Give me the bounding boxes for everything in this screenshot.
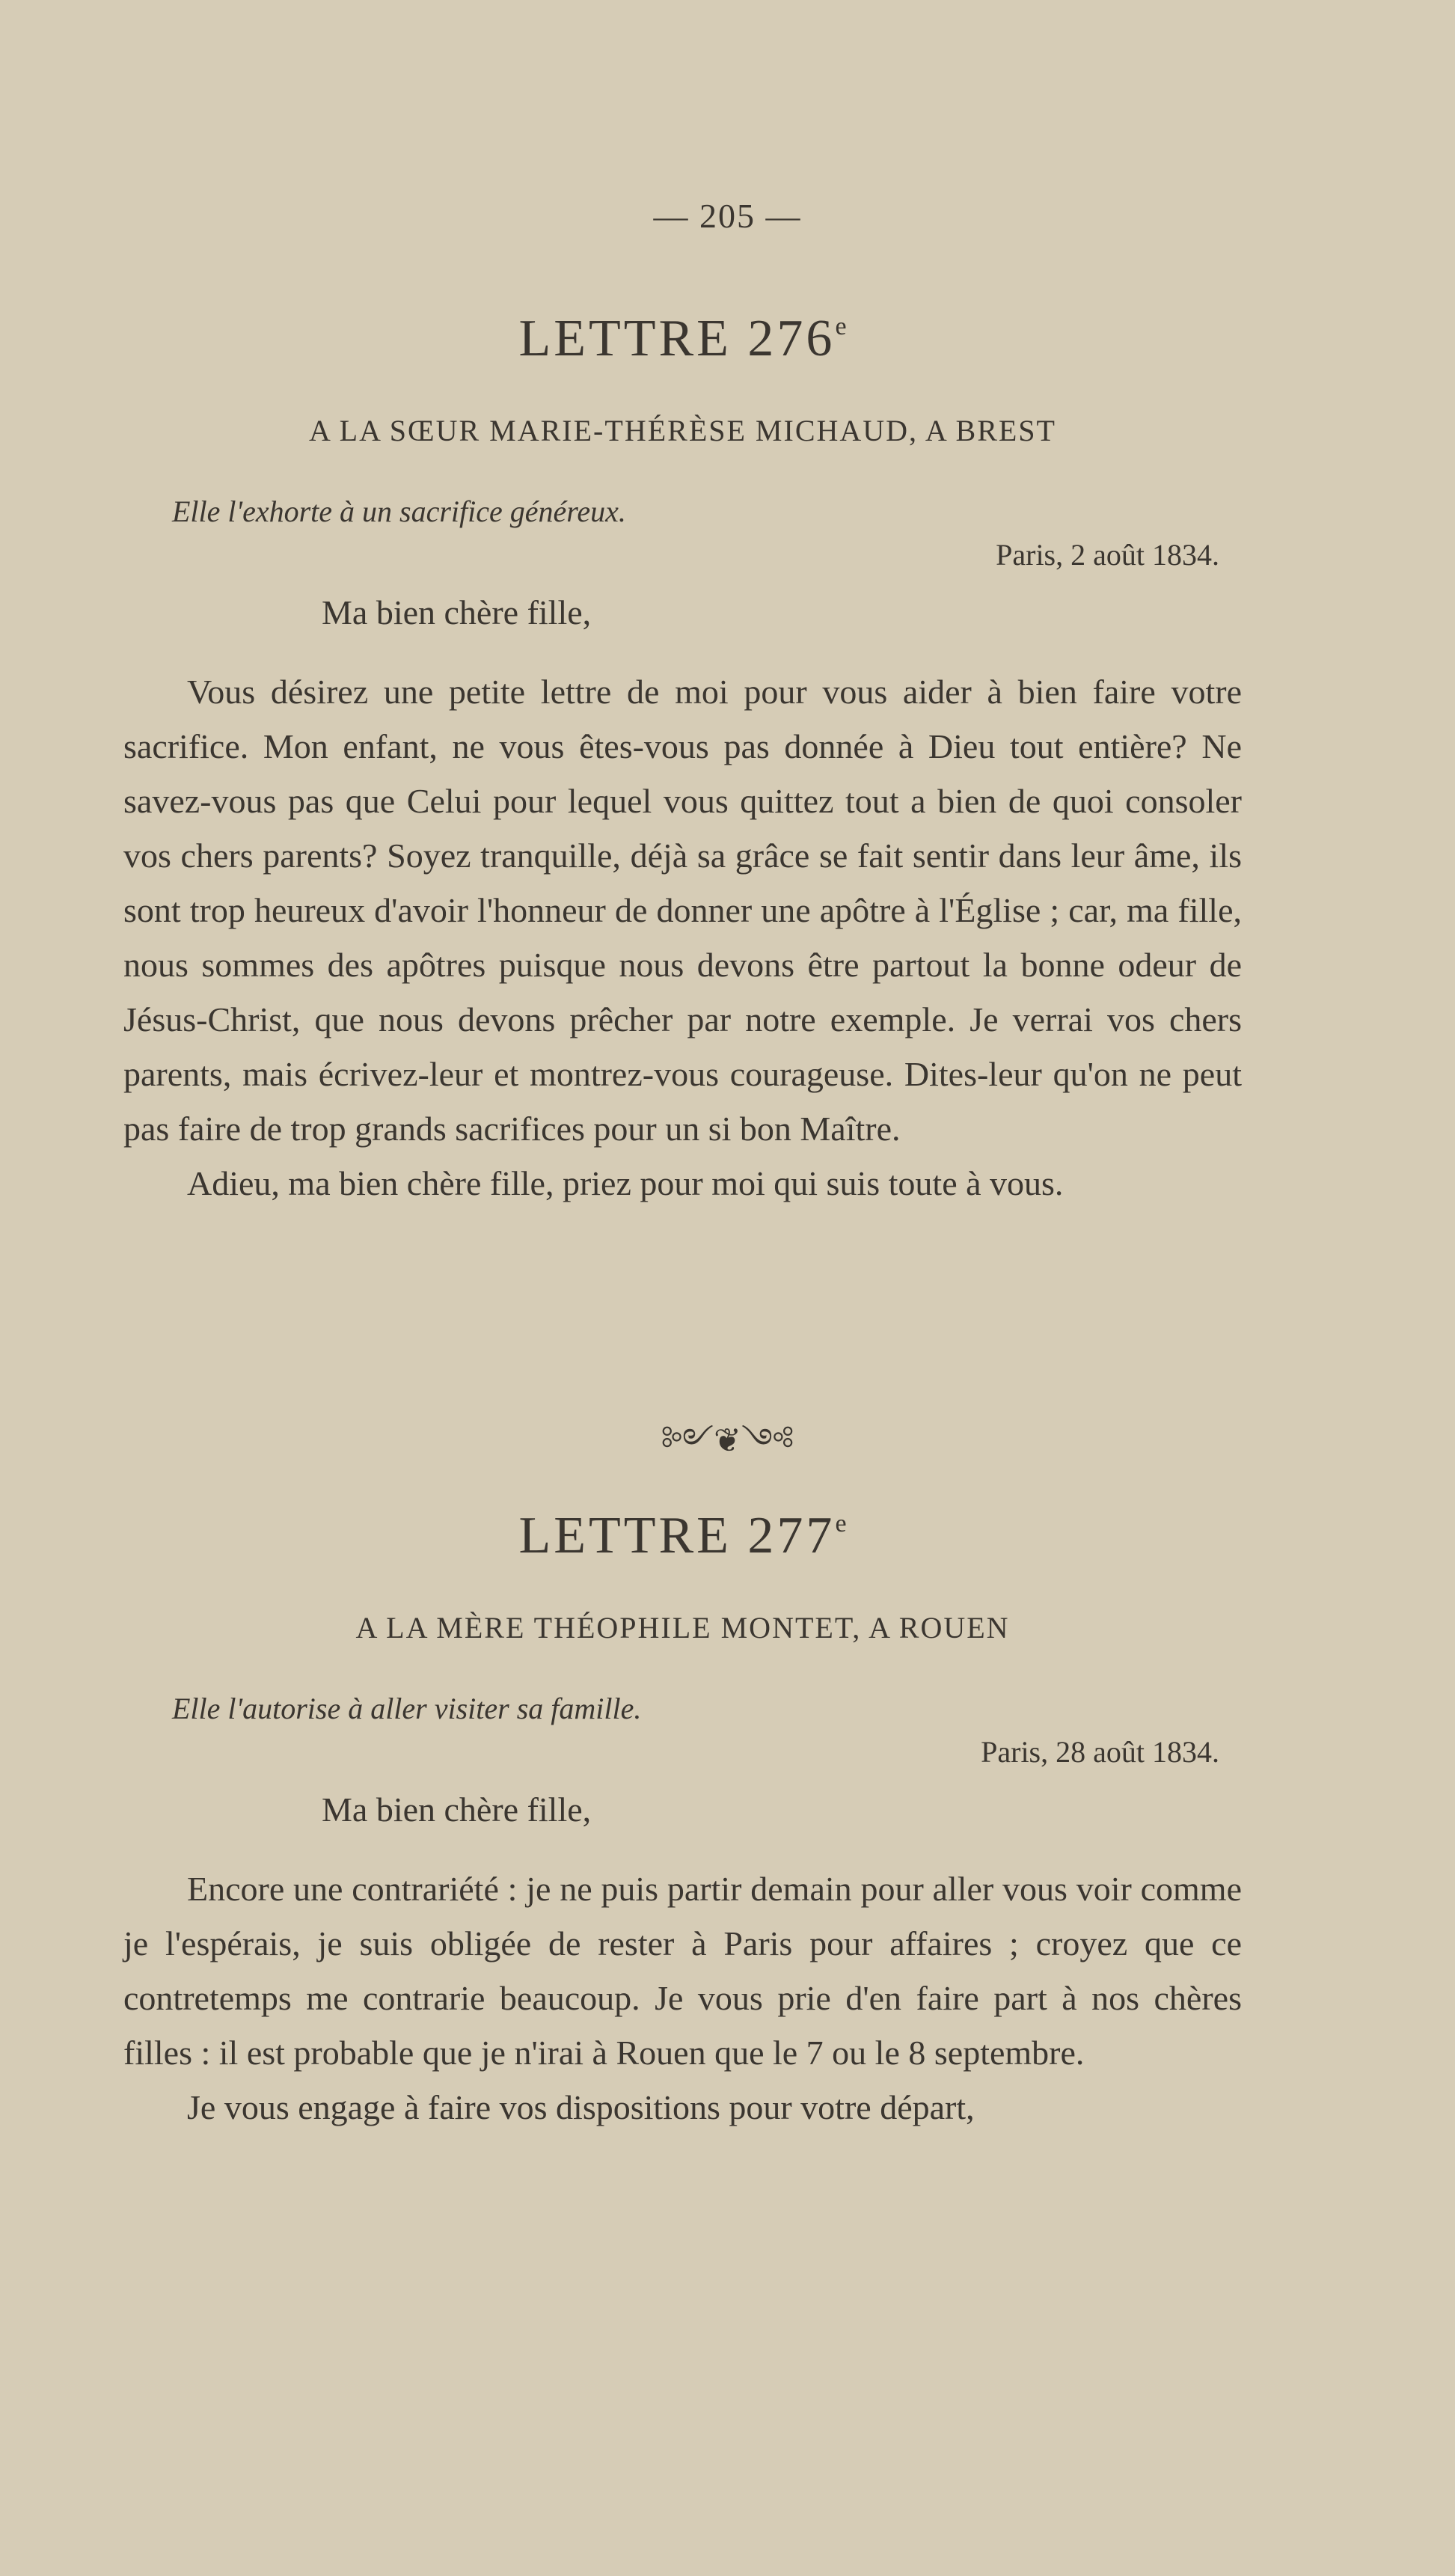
letter-dateline: Paris, 28 août 1834. xyxy=(981,1735,1219,1769)
letter-title xyxy=(123,1507,1242,1564)
letter-title-superscript: e xyxy=(835,1510,847,1538)
letter-dateline: Paris, 2 août 1834. xyxy=(996,538,1219,572)
letter-title-text: LETTRE 276 xyxy=(518,310,836,367)
letter-body xyxy=(123,1861,1242,2135)
letter-recipient: A LA SŒUR MARIE-THÉRÈSE MICHAUD, A BREST xyxy=(309,414,1056,447)
letter-summary: Elle l'autorise à aller visiter sa famille. xyxy=(172,1692,642,1725)
letter-277 xyxy=(123,1507,1242,2135)
body-paragraph: Vous désirez une petite lettre de moi pour vous aider à bien faire votre sacrifice. Mon enfant, ne vous êtes-vous pas donnée à Dieu tout entière? Ne savez-vous pas que Celui pour lequel vous quittez tout a bien de quoi consoler vos chers parents? Soyez tranquille, déjà sa grâce se fait sentir dans leur âme, ils sont trop heureux d'avoir l'honneur de donner une apôtre à l'Église ; car, ma fille, nous sommes des apôtres puisque nous devons être partout la bonne odeur de Jésus-Christ, que nous devons prêcher par notre exemple. Je verrai vos chers parents, mais écrivez-leur et montrez-vous courageuse. Dites-leur qu'on ne peut pas faire de trop grands sacrifices pour un si bon Maître. xyxy=(123,673,1242,1148)
letter-276 xyxy=(123,310,1242,1211)
body-paragraph: Adieu, ma bien chère fille, priez pour moi qui suis toute à vous. xyxy=(187,1164,1064,1202)
page-number: — 205 — xyxy=(653,197,802,235)
letter-body xyxy=(123,664,1242,1211)
section-divider-ornament: ༻❦༺ xyxy=(661,1422,794,1459)
letter-salutation: Ma bien chère fille, xyxy=(322,1790,592,1829)
letter-salutation: Ma bien chère fille, xyxy=(322,593,592,631)
letter-summary: Elle l'exhorte à un sacrifice généreux. xyxy=(172,495,626,528)
body-paragraph: Je vous engage à faire vos dispositions pour votre départ, xyxy=(187,2088,975,2126)
body-paragraph: Encore une contrariété : je ne puis partir demain pour aller vous voir comme je l'espérais, je suis obligée de rester à Paris pour affaires ; croyez que ce contretemps me contrarie beaucoup. Je vous prie d'en faire part à nos chères filles : il est probable que je n'irai à Rouen que le 7 ou le 8 septembre. xyxy=(123,1870,1242,2072)
letter-title-superscript: e xyxy=(835,313,847,340)
letter-recipient: A LA MÈRE THÉOPHILE MONTET, A ROUEN xyxy=(355,1611,1010,1645)
letter-title-text: LETTRE 277 xyxy=(518,1507,836,1564)
letter-title xyxy=(123,310,1242,367)
